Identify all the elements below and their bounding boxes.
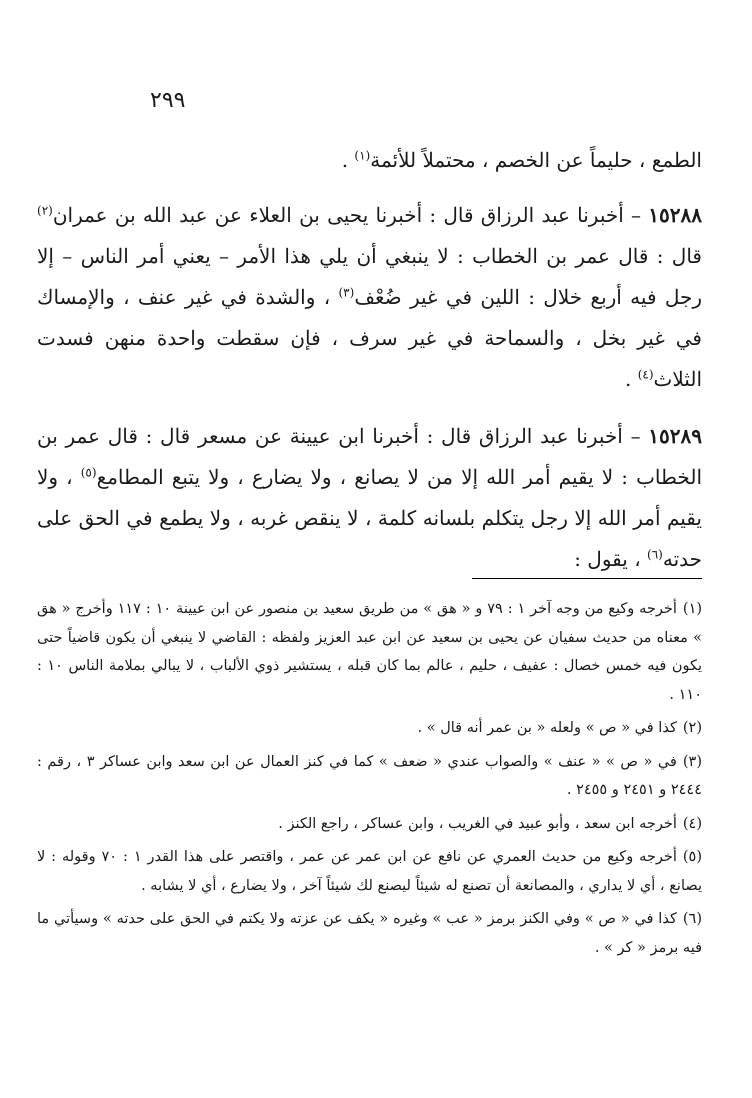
footnote-text: في « ص » « عنف » والصواب عندي « ضعف » كما في كنز العمال عن ابن سعد وابن عساكر ٣ ، رقم : ٢٤٤٤ و ٢٤٥١ و ٢٤٥٥ .	[37, 753, 702, 798]
entry-text: ، ولا يقيم أمر الله إلا رجل يتكلم بلسانه كلمة ، لا ينقص غربه ، ولا يطمع في الحق على حدته	[37, 465, 702, 571]
entry-number: ١٥٢٨٩	[648, 424, 702, 448]
footnote-ref: (٣)	[338, 285, 355, 300]
footnote-text: أخرجه وكيع من حديث العمري عن نافع عن ابن عمر عن عمر ، واقتصر على هذا القدر ١ : ٧٠ وقوله : لا يصانع ، أي لا يداري ، والمصانعة أن تصنع له شيئاً ليصنع لك شيئاً آخر ، ولا يضارع ، أي لا يشابه .	[37, 849, 702, 894]
entry-text: – أخبرنا عبد الرزاق قال : أخبرنا ابن عيينة عن مسعر قال : قال عمر بن الخطاب : لا يقيم أمر الله إلا من لا يصانع ، ولا يضارع ، ولا يتبع المطامع	[37, 424, 702, 489]
footnote-number: (٢)	[682, 720, 702, 736]
footnote	[37, 905, 702, 962]
main-text	[37, 140, 702, 596]
footnote-ref: (٢)	[37, 203, 53, 218]
hadith-entry-15289	[37, 416, 702, 580]
intro-text: الطمع ، حليماً عن الخصم ، محتملاً للأئمة	[370, 148, 702, 172]
entry-text: .	[625, 367, 632, 391]
intro-paragraph: الطمع ، حليماً عن الخصم ، محتملاً للأئمة$^{(١)}$ .	[341, 148, 702, 172]
footnote-number: (٦)	[682, 911, 702, 927]
entry-text: – أخبرنا عبد الرزاق قال : أخبرنا يحيى بن العلاء عن عبد الله بن عمران	[52, 203, 642, 227]
footnote	[37, 843, 702, 900]
footnote-number: (١)	[682, 601, 703, 617]
footnotes	[37, 595, 702, 967]
footnote-text: أخرجه ابن سعد ، وأبو عبيد في الغريب ، وابن عساكر ، راجع الكنز .	[278, 815, 677, 832]
footnote-number: (٣)	[682, 753, 702, 770]
footnote-text: كذا في « ص » وفي الكنز برمز « عب » وغيره « يكف عن عزته ولا يكتم في الحق على حدته » وسيأتي ما فيه برمز « كر » .	[37, 911, 702, 956]
footnote	[37, 748, 702, 805]
entry-text: قال : قال عمر بن الخطاب : لا ينبغي أن يلي هذا الأمر – يعني أمر الناس – إلا رجل فيه أربع خلال : اللين في غير ضُعْف	[37, 244, 702, 309]
footnote	[37, 595, 702, 709]
footnote-text: كذا في « ص » ولعله « بن عمر أنه قال » .	[417, 720, 677, 736]
footnote-number: (٥)	[682, 849, 702, 865]
hadith-entry-15288	[37, 195, 702, 400]
footnote	[37, 714, 702, 743]
entry-text: ، والشدة في غير عنف ، والإمساك في غير بخل ، والسماحة في غير سرف ، فإن سقطت واحدة منهن فسدت الثلاث	[37, 285, 702, 391]
page-number: ٢٩٩	[150, 88, 186, 113]
footnote-number: (٤)	[682, 815, 702, 832]
footnote-divider	[472, 578, 702, 579]
footnote-ref: (٤)	[637, 367, 654, 382]
footnote-ref: (٦)	[647, 547, 663, 562]
footnote	[37, 810, 702, 839]
entry-text: ، يقول :	[574, 547, 641, 571]
footnote-text: أخرجه وكيع من وجه آخر ١ : ٧٩ و « هق » من طريق سعيد بن منصور عن ابن عيينة ١٠ : ١١٧ وأخرج « هق » معناه من حديث سفيان عن يحيى بن سعيد عن ابن عبد العزيز ولفظه : القاضي لا ينبغي أن يكون قاضياً حتى يكون فيه خمس خصال : عفيف ، حليم ، عالم بما كان قبله ، يستشير ذوي الألباب ، لا يبالي بملامة الناس ١٠ : ١١٠ .	[37, 601, 702, 703]
entry-number: ١٥٢٨٨	[648, 203, 702, 227]
footnote-ref: (٥)	[80, 465, 97, 480]
footnote-ref: (١)	[354, 148, 371, 163]
